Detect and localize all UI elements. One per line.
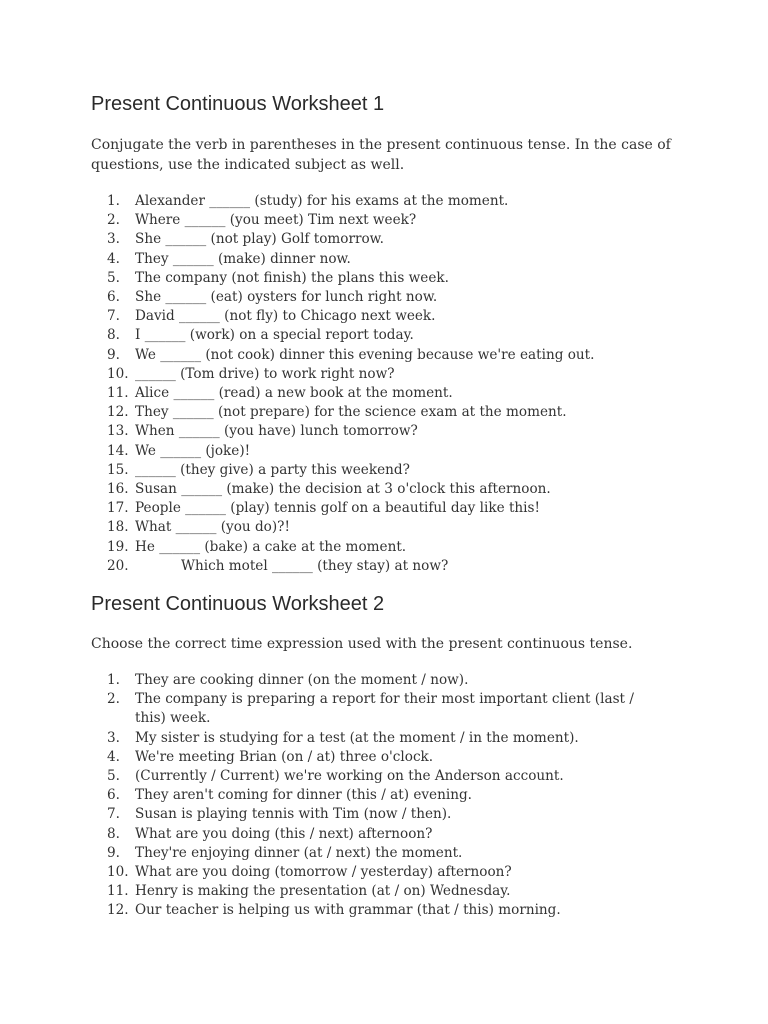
exercise-item bbox=[107, 863, 667, 882]
exercise-item bbox=[107, 538, 667, 557]
exercise-number: 6. bbox=[107, 787, 120, 804]
exercise-text: People ______ (play) tennis golf on a beautiful day like this! bbox=[135, 500, 540, 517]
worksheet2-exercise-list bbox=[107, 671, 667, 921]
exercise-item bbox=[107, 901, 667, 920]
exercise-text: (Currently / Current) we're working on the Anderson account. bbox=[135, 768, 564, 785]
exercise-item bbox=[107, 499, 667, 518]
exercise-number: 8. bbox=[107, 327, 120, 344]
exercise-item bbox=[107, 825, 667, 844]
exercise-text: When ______ (you have) lunch tomorrow? bbox=[135, 423, 418, 440]
exercise-number: 20. bbox=[107, 557, 129, 574]
exercise-number: 13. bbox=[107, 423, 129, 440]
exercise-text: What ______ (you do)?! bbox=[135, 519, 290, 536]
exercise-number: 7. bbox=[107, 806, 120, 823]
exercise-item bbox=[107, 518, 667, 537]
exercise-item bbox=[107, 422, 667, 441]
exercise-number: 3. bbox=[107, 231, 120, 248]
exercise-item bbox=[107, 557, 667, 576]
worksheet1-title: Present Continuous Worksheet 1 bbox=[91, 93, 385, 115]
exercise-text: David ______ (not fly) to Chicago next week. bbox=[135, 308, 436, 325]
exercise-number: 2. bbox=[107, 691, 120, 708]
exercise-item bbox=[107, 882, 667, 901]
exercise-text: She ______ (eat) oysters for lunch right now. bbox=[135, 289, 438, 306]
exercise-number: 14. bbox=[107, 442, 129, 459]
exercise-item bbox=[107, 192, 667, 211]
exercise-number: 17. bbox=[107, 500, 129, 517]
exercise-number: 1. bbox=[107, 672, 120, 688]
exercise-text: We're meeting Brian (on / at) three o'clock. bbox=[135, 748, 434, 765]
exercise-number: 9. bbox=[107, 844, 120, 861]
exercise-text: Where ______ (you meet) Tim next week? bbox=[135, 212, 417, 229]
exercise-item bbox=[107, 307, 667, 326]
exercise-item bbox=[107, 805, 667, 824]
exercise-number: 10. bbox=[107, 365, 129, 382]
exercise-text: Our teacher is helping us with grammar (that / this) morning. bbox=[135, 902, 561, 919]
exercise-number: 5. bbox=[107, 768, 120, 785]
exercise-item bbox=[107, 288, 667, 307]
exercise-item bbox=[107, 269, 667, 288]
exercise-number: 12. bbox=[107, 902, 129, 919]
exercise-text: They are cooking dinner (on the moment / now). bbox=[135, 672, 469, 688]
exercise-item bbox=[107, 403, 667, 422]
exercise-item bbox=[107, 786, 667, 805]
exercise-item bbox=[107, 748, 667, 767]
exercise-number: 1. bbox=[107, 193, 120, 209]
exercise-text: Alexander ______ (study) for his exams at the moment. bbox=[135, 193, 509, 209]
exercise-number: 5. bbox=[107, 269, 120, 286]
exercise-text: He ______ (bake) a cake at the moment. bbox=[135, 538, 407, 555]
worksheet1-exercise-list bbox=[107, 192, 667, 576]
exercise-text: The company is preparing a report for their most important client (last / this) week. bbox=[135, 691, 634, 727]
exercise-item bbox=[107, 671, 667, 690]
exercise-number: 11. bbox=[107, 385, 129, 402]
exercise-item bbox=[107, 346, 667, 365]
exercise-number: 3. bbox=[107, 729, 120, 746]
exercise-item bbox=[107, 442, 667, 461]
exercise-text: We ______ (joke)! bbox=[135, 442, 251, 459]
exercise-text: They ______ (make) dinner now. bbox=[135, 250, 351, 267]
exercise-text: What are you doing (this / next) afternoon? bbox=[135, 825, 433, 842]
exercise-item bbox=[107, 230, 667, 249]
worksheet2-title: Present Continuous Worksheet 2 bbox=[91, 593, 385, 615]
exercise-number: 18. bbox=[107, 519, 129, 536]
exercise-text: Susan ______ (make) the decision at 3 o'clock this afternoon. bbox=[135, 481, 551, 498]
exercise-number: 12. bbox=[107, 404, 129, 421]
exercise-item bbox=[107, 480, 667, 499]
exercise-text: Alice ______ (read) a new book at the moment. bbox=[135, 385, 453, 402]
exercise-text: ______ (Tom drive) to work right now? bbox=[135, 365, 395, 382]
exercise-item bbox=[107, 729, 667, 748]
exercise-text: I ______ (work) on a special report today. bbox=[135, 327, 414, 344]
exercise-number: 16. bbox=[107, 481, 129, 498]
exercise-item bbox=[107, 767, 667, 786]
exercise-text: They ______ (not prepare) for the science exam at the moment. bbox=[135, 404, 567, 421]
exercise-text: My sister is studying for a test (at the moment / in the moment). bbox=[135, 729, 579, 746]
exercise-number: 8. bbox=[107, 825, 120, 842]
exercise-text: Susan is playing tennis with Tim (now / then). bbox=[135, 806, 452, 823]
exercise-text: ______ (they give) a party this weekend? bbox=[135, 461, 410, 478]
exercise-item bbox=[107, 211, 667, 230]
exercise-text: They aren't coming for dinner (this / at) evening. bbox=[135, 787, 472, 804]
exercise-text: The company (not finish) the plans this week. bbox=[135, 269, 449, 286]
exercise-text: They're enjoying dinner (at / next) the moment. bbox=[135, 844, 463, 861]
exercise-number: 19. bbox=[107, 538, 129, 555]
exercise-text: Henry is making the presentation (at / on) Wednesday. bbox=[135, 883, 511, 900]
exercise-number: 4. bbox=[107, 250, 120, 267]
exercise-text: We ______ (not cook) dinner this evening because we're eating out. bbox=[135, 346, 595, 363]
exercise-number: 10. bbox=[107, 864, 129, 881]
exercise-number: 4. bbox=[107, 748, 120, 765]
exercise-item bbox=[107, 690, 667, 728]
exercise-number: 7. bbox=[107, 308, 120, 325]
exercise-item bbox=[107, 384, 667, 403]
exercise-number: 11. bbox=[107, 883, 129, 900]
worksheet1-instructions: Conjugate the verb in parentheses in the present continuous tense. In the case of questions, use the indicated subject as well. bbox=[91, 137, 671, 173]
exercise-text: What are you doing (tomorrow / yesterday) afternoon? bbox=[135, 864, 512, 881]
exercise-text: Which motel ______ (they stay) at now? bbox=[181, 557, 449, 574]
exercise-number: 9. bbox=[107, 346, 120, 363]
worksheet2-instructions: Choose the correct time expression used with the present continuous tense. bbox=[91, 636, 633, 652]
exercise-item bbox=[107, 365, 667, 384]
exercise-item bbox=[107, 844, 667, 863]
exercise-item bbox=[107, 250, 667, 269]
exercise-item bbox=[107, 461, 667, 480]
exercise-text: She ______ (not play) Golf tomorrow. bbox=[135, 231, 385, 248]
exercise-number: 2. bbox=[107, 212, 120, 229]
exercise-item bbox=[107, 326, 667, 345]
exercise-number: 15. bbox=[107, 461, 129, 478]
exercise-number: 6. bbox=[107, 289, 120, 306]
